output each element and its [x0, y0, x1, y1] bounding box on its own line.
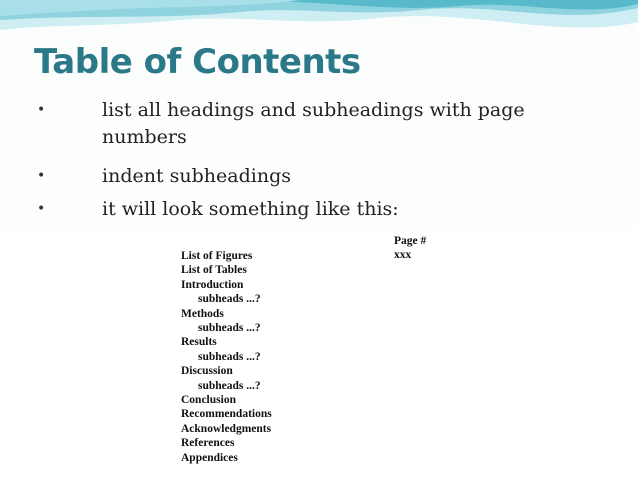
bullet-text: list all headings and subheadings with page numbers [102, 99, 525, 148]
toc-heading: References [181, 437, 235, 450]
toc-page-header: Page # [394, 235, 427, 247]
slide-title: Table of Contents [34, 42, 361, 82]
bullet-icon: • [37, 201, 46, 217]
toc-page-column [394, 234, 426, 263]
toc-subheading: subheads ...? [198, 322, 261, 335]
bullet-text: it will look something like this: [102, 198, 399, 220]
toc-heading: List of Figures [181, 250, 253, 262]
toc-heading: Appendices [181, 451, 238, 464]
toc-heading: Methods [181, 307, 224, 320]
toc-heading: Recommendations [181, 408, 272, 421]
toc-heading: Conclusion [181, 394, 236, 407]
toc-subheading: subheads ...? [198, 350, 261, 363]
toc-heading: Discussion [181, 365, 233, 378]
bullet-icon: • [37, 102, 46, 118]
toc-heading: Results [181, 336, 217, 349]
toc-heading: Acknowledgments [181, 422, 272, 435]
toc-subheading: subheads ...? [198, 293, 261, 306]
bullet-text: indent subheadings [102, 165, 291, 187]
toc-example-list [181, 249, 272, 465]
toc-page-value: xxx [394, 249, 412, 262]
toc-heading: List of Tables [181, 264, 247, 277]
toc-subheading: subheads ...? [198, 379, 261, 392]
bullet-icon: • [37, 168, 46, 184]
toc-heading: Introduction [181, 278, 244, 291]
